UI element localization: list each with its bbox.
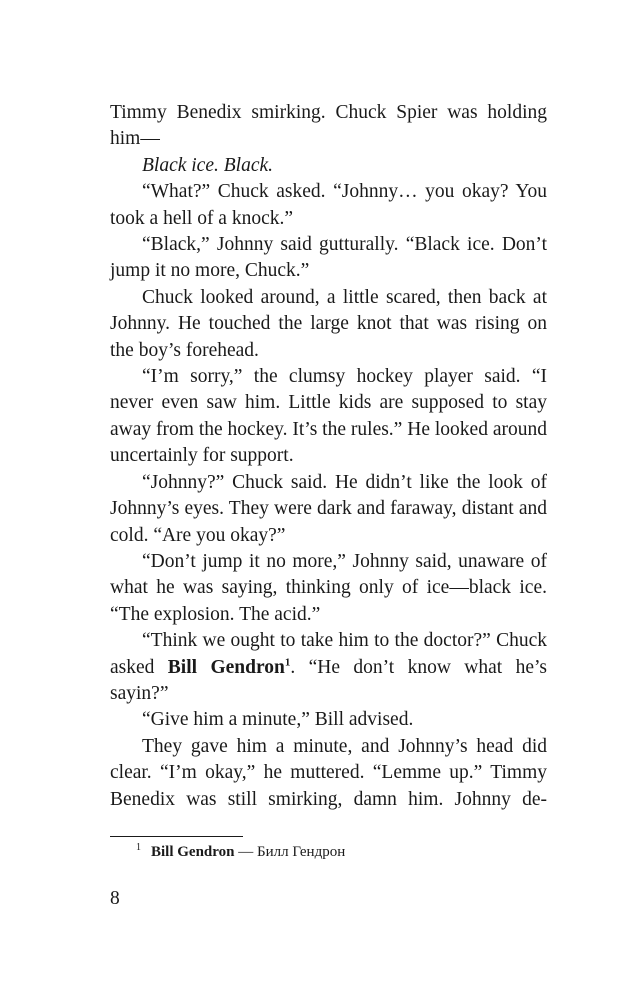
paragraph: “Give him a minute,” Bill advised. — [142, 709, 414, 731]
footnoted-term: Bill Gendron — [167, 656, 285, 678]
footnote-dash: — — [238, 844, 254, 860]
page-body — [110, 100, 547, 813]
footnote-term: Bill Gendron — [151, 844, 235, 860]
paragraph: Chuck looked around, a little scared, then back at Johnny. He touched the large knot that was rising on the boy’s forehead. — [110, 286, 547, 361]
paragraph: “Black,” Johnny said gutturally. “Black ice. Don’t jump it no more, Chuck.” — [110, 234, 547, 282]
paragraph-with-footnote — [110, 628, 547, 707]
paragraph-last: They gave him a minute, and Johnny’s head did clear. “I’m okay,” he muttered. “Lemme up.” Timmy Benedix was still smirking, damn him. Johnny de- — [110, 735, 547, 810]
paragraph: “Don’t jump it no more,” Johnny said, unaware of what he was saying, thinking only of ice—black ice. “The explosion. The acid.” — [110, 550, 547, 625]
page-number: 8 — [110, 888, 120, 909]
body-text — [110, 100, 547, 813]
paragraph: “Johnny?” Chuck said. He didn’t like the look of Johnny’s eyes. They were dark and faraway, distant and cold. “Are you okay?” — [110, 471, 547, 546]
footnote-number: 1 — [136, 842, 141, 853]
paragraph-continuation: Timmy Benedix smirking. Chuck Spier was holding him— — [110, 102, 547, 150]
footnote — [136, 842, 345, 862]
footnote-translation: Билл Гендрон — [257, 844, 346, 860]
paragraph: “I’m sorry,” the clumsy hockey player said. “I never even saw him. Little kids are supposed to stay away from the hockey. It’s the rules.” He looked around uncertainly for support. — [110, 366, 547, 467]
paragraph-text-before: “Think we ought to take him to the doctor?” Chuck asked — [110, 630, 547, 678]
footnote-divider — [110, 836, 243, 837]
paragraph-text-after: . “He don’t know what he’s sayin?” — [110, 656, 548, 704]
paragraph-italic-thought: Black ice. Black. — [142, 154, 274, 176]
paragraph: “What?” Chuck asked. “Johnny… you okay? You took a hell of a knock.” — [110, 181, 547, 229]
footnote-reference[interactable]: 1 — [284, 656, 291, 669]
